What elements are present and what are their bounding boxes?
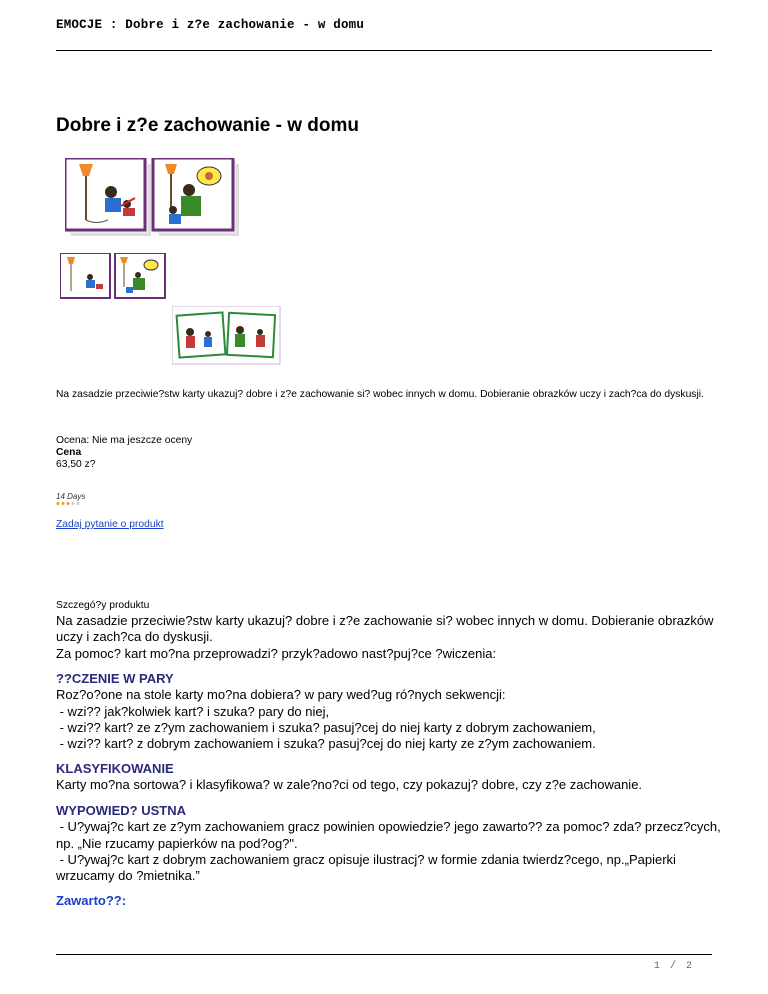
- page-title: Dobre i z?e zachowanie - w domu: [56, 115, 359, 136]
- section-title: KLASYFIKOWANIE: [56, 761, 174, 776]
- details-heading: Szczegó?y produktu: [56, 600, 150, 611]
- details-intro-line: uczy i zach?ca do dyskusji.: [56, 629, 213, 645]
- details-intro: [56, 613, 726, 662]
- section-line: - U?ywaj?c kart z dobrym zachowaniem gracz opisuje ilustracj? w formie zdania twierdz?cego, np.„Papierki: [56, 851, 676, 867]
- details-intro-line: Na zasadzie przeciwie?stw karty ukazuj? dobre i z?e zachowanie si? wobec innych w domu. Dobieranie obrazków: [56, 613, 714, 628]
- section-line: np. „Nie rzucamy papierków na pod?og?".: [56, 835, 298, 851]
- delivery-stars-icon: [56, 501, 86, 506]
- delivery-badge-text: 14 Days: [56, 492, 86, 501]
- section-line: - wzi?? kart? ze z?ym zachowaniem i szuka? pasuj?cej do niej karty z dobrym zachowaniem,: [56, 719, 596, 735]
- short-description: Na zasadzie przeciwie?stw karty ukazuj? dobre i z?e zachowanie si? wobec innych w domu. Dobieranie obrazków uczy i zach?ca do dyskusji.: [56, 389, 704, 400]
- delivery-badge: [56, 492, 86, 506]
- page-total: 2: [685, 961, 694, 972]
- section-line: wrzucamy do ?mietnika.”: [56, 868, 200, 884]
- header-rule: [56, 50, 712, 51]
- page-separator: /: [669, 961, 678, 972]
- running-header: EMOCJE : Dobre i z?e zachowanie - w domu: [56, 18, 365, 32]
- product-main-image[interactable]: [65, 158, 240, 236]
- section-title: ??CZENIE W PARY: [56, 671, 174, 686]
- price-label: Cena: [56, 447, 82, 458]
- footer-rule: [56, 954, 712, 955]
- details-intro-line: Za pomoc? kart mo?na przeprowadzi? przyk?adowo nast?puj?ce ?wiczenia:: [56, 645, 497, 661]
- section-pairing: [56, 671, 726, 752]
- section-line: Karty mo?na sortowa? i klasyfikowa? w zale?no?ci od tego, czy pokazuj? dobre, czy z?e zachowanie.: [56, 777, 643, 793]
- product-thumbnail-1[interactable]: [60, 253, 168, 301]
- page-number: [654, 961, 694, 972]
- section-title: WYPOWIED? USTNA: [56, 803, 186, 818]
- section-line: - wzi?? kart? z dobrym zachowaniem i szuka? pasuj?cej do niej karty ze z?ym zachowaniem.: [56, 736, 596, 752]
- rating-text: Ocena: Nie ma jeszcze oceny: [56, 435, 193, 446]
- ask-question-link[interactable]: Zadaj pytanie o produkt: [56, 519, 164, 530]
- section-line: - U?ywaj?c kart ze z?ym zachowaniem gracz powinien opowiedzie? jego zawarto?? za pomoc? zda? przecz?cych,: [56, 819, 721, 835]
- price-value: 63,50 z?: [56, 459, 96, 470]
- section-line: - wzi?? jak?kolwiek kart? i szuka? pary do niej,: [56, 703, 330, 719]
- section-oral: [56, 803, 726, 884]
- section-classifying: [56, 761, 726, 794]
- product-thumbnail-2[interactable]: [172, 306, 282, 366]
- page-current: 1: [653, 961, 662, 972]
- contents-heading: Zawarto??:: [56, 893, 127, 908]
- section-line: Roz?o?one na stole karty mo?na dobiera? w pary wed?ug ró?nych sekwencji:: [56, 687, 506, 703]
